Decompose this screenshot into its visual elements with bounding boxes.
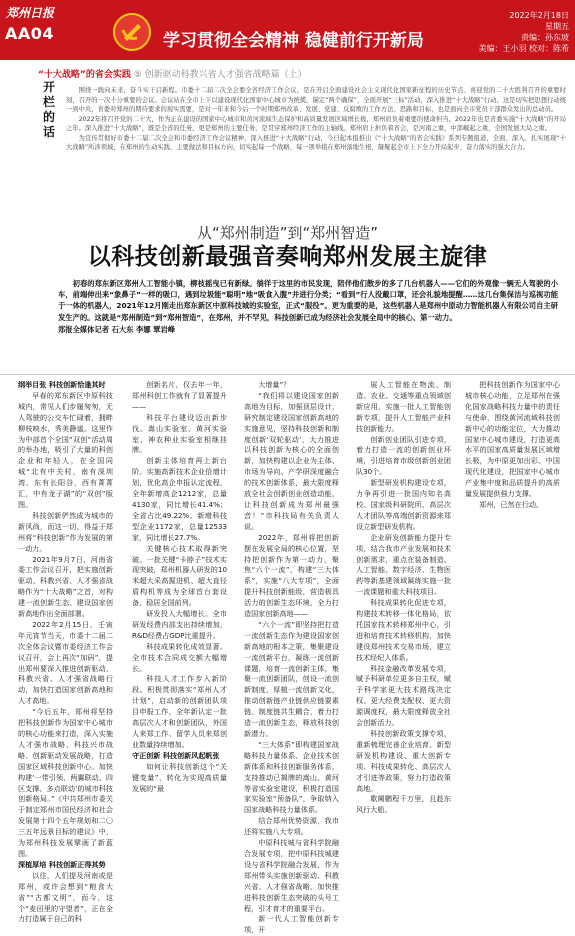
page-meta <box>478 10 569 54</box>
page-code: AA04 <box>5 24 55 43</box>
intro-paragraph: 围绕一践向未来，奋斗实干启新程。市委十二届二次全会要全省经济工作会议，是在开启全面建设社会主义现代化国家新征程的历史节点、喜迎党的二十大胜利召开的重要时刻，召开的一次十分重要的会议。会议站在全市上下以建设现代化国家中心城市为统揽，锚定“两个确保”，全面开展“三标”活动，深入推进“十大战略”行动。这是切实把思想行动统一到中央、省委对郑州的期待要求的现实需要，是对一年来和今后一个时期郑州改革、发展、党建、反腐败的工作方法、思路和目标，也是面向全市党员干部群众发出的总动员。 <box>66 87 566 113</box>
intro-box <box>66 86 566 153</box>
party-emblem-icon <box>112 12 152 52</box>
body-paragraph: 歌阑鹏程千万里，且趁东风行大船。 <box>356 794 451 815</box>
body-paragraph: 科技人才工作步入新阶段。积极贯彻落实“郑州人才计划”，启动新的创新团队项目申报工作，全年新认定一批高层次人才和创新团队，外国人来郑工作、留学人员来郑创业数量持续增加。 <box>132 674 227 749</box>
body-paragraph: 结合郑州优势资源，我市还将实施八大专项。 <box>244 816 339 837</box>
series-tag: “十大战略”的省会实践 <box>38 70 131 80</box>
body-paragraph: 2022年2月15日，壬寅年元宵节当天，市委十二届二次全体会议暨市委经济工作会议召开，会上再次“加码”，提出郑州要深入推进创新驱动、科教兴省、人才强省战略行动，加快打造国家创新高地和人才高地。 <box>18 619 113 706</box>
intro-paragraph: 2022年将召开党的二十大，作为正在建设的国家中心城市和黄河流域生态保护和高质量发展区域增长极，郑州肩负着重要的使命担当。2022年也是省委实施“十大战略”的开局之年。深入推进“十大战略”，既是全省的任务，更是郑州的主要任务，是贯穿郑州经济工作的主轴线。郑州肩上担负着省会，是河南之重，中部崛起之重，全国发展大局之重。 <box>66 115 566 132</box>
body-paragraph: 研发投入大幅增长。全市研发经费内部支出持续增加，R&D经费占GDP比重提升。 <box>132 609 227 640</box>
body-paragraph: 2021年9月7日，河南省委工作会议召开，把实施创新驱动、科教兴省、人才强省战略作为“十大战略”之首，对构建一流创新生态、建设国家创新高地作出全面部署。 <box>18 554 113 619</box>
section-heading: 守正创新 科技创新风起帆张 <box>132 750 220 760</box>
headline: 以科技创新最强音奏响郑州发展主旋律 <box>87 244 488 270</box>
body-paragraph: “今后五年，郑州将坚持把科技创新作为国家中心城市的核心功能来打造，深入实施人才强市战略、科技兴市战略、创新驱动发展战略，打造国家区域科技创新中心。加快构建‘一带引领、两翼联动、四区支撑、多点联动’的城市科技创新格局。”《中共郑州市委关于制定郑州市国民经济和社会发展第十四个五年规划和二〇三五年远景目标的建议》中，为郑州科技发展擘画了新蓝图。 <box>18 707 113 858</box>
body-paragraph: 如何让科技创新这个“关键变量”，转化为实现高质量发展的“最 <box>132 761 227 793</box>
body-paragraph: 新型研发机构建设专项，力争再引进一批国内知名高校、国家级科研院所、高层次人才团队等高端创新资源来郑设立新型研发机构。 <box>356 478 451 531</box>
series-label <box>38 67 307 80</box>
editor-credit: 责编：孙东坡 <box>521 33 569 42</box>
body-paragraph: 创新创业团队引进专项，着力打造一流的创新创业环境，引进培育市级创新创业团队30个。 <box>356 434 451 477</box>
body-paragraph: 创新主体培育再上新台阶。实施高新技术企业倍增计划，优化高企申报认定流程，全年新增高企1212家，总量4130家，同比增长41.4%；全省占比49.22%。新增科技型企业1172家，总量12533家，同比增长27.7%。 <box>132 456 227 542</box>
body-paragraph: “六个一流”即坚持把打造一流创新生态作为建设国家创新高地的根本之策，集聚建设一流创新平台，凝练一流创新课题，培育一流创新主体，集聚一流创新团队，创设一流创新制度，厚植一流创新文化，推动创新链产业链供应链要素链、制度链共生耦合，着力打造一流创新生态，释放科技创新潜力。 <box>244 619 339 738</box>
body-paragraph: 科技成果转化成效显著。全市技术合同成交额大幅增长。 <box>132 641 227 673</box>
article-column-3 <box>244 380 339 935</box>
article-column-5 <box>465 380 560 511</box>
designer-proof-credit: 美编：王小羽 校对：陈希 <box>478 44 569 53</box>
body-paragraph: “三大体系”即构建国家战略科技力量体系、企业技术创新体系和科技创新服务体系，支持推动已揭牌的嵩山、黄河等省实验室建设，积极打造国家实验室“预备队”，争取纳入国家战略科技力量体系。 <box>244 739 339 815</box>
subheadline: 从“郑州制造”到“郑州智造” <box>196 224 379 242</box>
body-paragraph: 2022年，郑州将把创新摆在发展全局的核心位置，坚持把创新作为第一动力，聚焦“六个一流”，构建“三大体系”，实施“八大专项”，全面提升科技创新能级，营造极具活力的创新生态环境，全力打造国家创新高地—— <box>244 532 339 619</box>
body-paragraph: 郑州，已然在行动。 <box>479 499 544 509</box>
column-opening-label <box>38 80 60 200</box>
lead-paragraph <box>58 278 558 335</box>
body-paragraph: 中原科技城与省科学院融合发展专项，把中原科技城建设与省科学院融合发展，作为郑州带头实施创新驱动、科教兴省、人才强省战略，加快推进科技创新生态突破的头号工程，引才育才的重要平台。 <box>244 838 339 913</box>
body-paragraph: “我们将以建设国家创新高地为目标，加强顶层设计，研究制定建设国家创新高地的实施意见，坚持科技创新和制度创新‘双轮驱动’，大力推进以科技创新为核心的全面创新，加快构建以企业为主体、市场为导向、产学研深度融合的技术创新体系，最大限度释放全社会创新创业创造动能，让科技创新成为郑州最强音！”市科技局有关负责人说。 <box>244 390 339 531</box>
topic-label-char: 话 <box>42 125 55 139</box>
topic-label-char: 开 <box>42 80 55 94</box>
page-header <box>0 0 575 60</box>
article-column-2 <box>132 380 227 794</box>
section-heading: 深植厚培 科技创新正得其势 <box>18 859 106 869</box>
divider <box>0 374 575 375</box>
issue-date: 2022年2月18日 <box>509 11 569 20</box>
body-paragraph: 科技成果转化促进专项，构建技术转移一体化格局，依托国家技术转移郑州中心，引进和培育技术转移机构，加快建设郑州技术交易市场，建立技术经纪人体系。 <box>356 598 451 662</box>
body-paragraph: 创新名片，仅去年一年，郑州科创工作就有了显著提升—— <box>132 380 227 411</box>
body-paragraph: 早春的郑东新区中原科技城内，常见人们步履匆匆，无人驾驶的公交车忙碌着，拥畔柳枝映水，秀美静谧。这里作为中部首个全国“双创”活动周的举办地，吸引了大量的科创企业和年轻人，在全国同城“北有中关村，南有深圳湾，东有长阳谷，西有菁菁汇，中有龙子湖”的“双创”版图。 <box>18 390 113 509</box>
topic-label-text <box>38 80 60 140</box>
body-paragraph: 展人工智能在物流、制造、农业、交通等重点领域创新应用，实施一批人工智能创新专项，提升人工智能产业科技创新能力。 <box>356 380 451 433</box>
intro-paragraph: 为宣传贯彻好市委十二届二次全会和市委经济工作会议精神，深入推进“十大战略”行动，今日起本报推出《“十大战略”的省会实践》系列专题报道，全面、深入、扎实展现“十大战略”所涉领域，在郑州的生动实践，主要做法和目标方向，切实起每一个战略、每一项举措在郑州落地生根，凝聚起全市上下全力开局起步、奋力落实的强大合力。 <box>66 134 566 151</box>
series-subtitle: ⑤ 创新驱动科教兴省人才强省战略篇（上） <box>133 70 307 80</box>
article-column-4 <box>356 380 451 816</box>
body-paragraph: 把科技创新作为国家中心城市核心功能，立足郑州在强化国家战略科技力量中的责任与使命，围绕黄河流域科技创新中心的功能定位，大力推动国家中心城市建设，打造更高水平的国家高质量发展区域增长极，为中原更加出彩、中国现代化建设，把国家中心城市产业集中度和品质提升的高质量发展提供强力支撑。 <box>465 380 560 499</box>
body-paragraph: 关键核心技术取得新突破。一批关键“卡脖子”技术实现突破，郑州机器人研发的10米超大采高掘进机、超大直径盾构机等成为全球首台套设备，稳居全国前列。 <box>132 543 227 608</box>
lead-text: 初春的郑东新区郑州人工智能小镇，柳枝摇曳已有新绿。徜徉于这里的市民发现，陪伴他们散步的多了几台机器人——它们的外观像一辆无人驾驶的小车，前端伸出来“象鼻子”一样的吸口，遇到垃圾能“聪明”地“吸食入腹”并进行分类；“看到”行人没戴口罩，还会礼貌地提醒……这几台集保洁与巡视功能于一体的机器人，2021年12月刚走出郑东新区中原科技城的实验室，正式“服役”。更为重要的是，这些机器人是郑州中原动力智能机器人有限公司自主研发生产的。这就是“郑州制造”到“郑州智造”，在郑州，并不罕见，科技创新已成为经济社会发展全局中的核心、第一动力。 <box>58 279 558 322</box>
body-paragraph: 企业研发创新能力提升专项，结合我市产业发展和技术创新需求，重点在装备制造、人工智能、数字经济、生物医药等新基建领域凝练实施一批一流课题和重大科技项目。 <box>356 532 451 597</box>
topic-label-char: 栏 <box>42 95 55 109</box>
body-paragraph: 大增量”？ <box>258 380 291 389</box>
body-paragraph: 科技金融改革发展专项，赋予科研单位更多自主权，赋予科学家更大技术路线决定权、更大经费支配权、更大资源调度权，最大限度释放全社会创新活力。 <box>356 663 451 728</box>
section-heading: 纲举目张 科技创新恰逢其时 <box>18 380 106 389</box>
topic-label-char: 的 <box>42 110 55 124</box>
body-paragraph: 以往，人们提及河南或是郑州，或许会想到“粮食大省”“古都文明”，而今，这个“麦田里的守望者”，正在全力打造属于自己的科 <box>18 870 113 924</box>
banner-title: 学习贯彻全会精神 稳健前行开新局 <box>163 31 424 51</box>
issue-weekday: 星期五 <box>545 22 569 31</box>
body-paragraph: 科技创新政策支撑专项，重新梳理完善企业培育、新型研发机构建设、重大创新专项、科技成果转化、高层次人才引进等政策，努力打造政策高地。 <box>356 729 451 793</box>
body-paragraph: 新一代人工智能创新专项，开 <box>244 914 339 935</box>
newspaper-name: 郑州日报 <box>6 6 55 20</box>
body-paragraph: 科技创新俨然成为城市的新风尚，而这一切，得益于郑州将“科技创新”作为发展的第一动力。 <box>18 510 113 553</box>
article-column-1 <box>18 380 113 924</box>
body-paragraph: 科技平台建设迈出新步伐。嵩山实验室、黄河实验室、神农种业实验室相继挂牌。 <box>132 412 227 455</box>
byline: 郑报全媒体记者 石大东 李娜 覃岩峰 <box>58 324 176 334</box>
